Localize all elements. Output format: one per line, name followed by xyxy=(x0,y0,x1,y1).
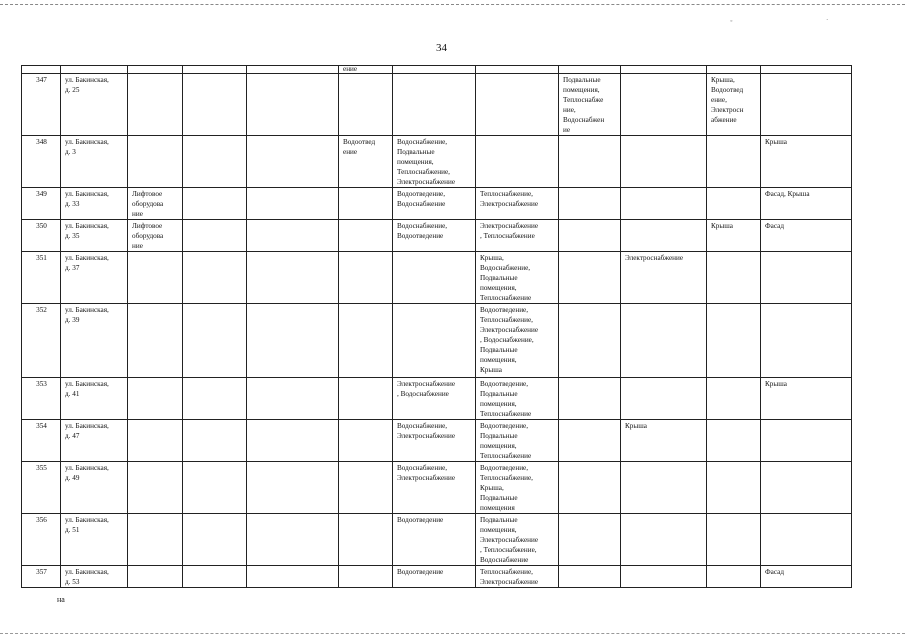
page-number: 34 xyxy=(436,42,447,54)
table-cell: Водоснабжение, Водоотведение xyxy=(393,220,476,252)
table-cell xyxy=(128,66,183,74)
table-cell xyxy=(247,304,339,378)
table-row xyxy=(22,74,852,136)
table-cell xyxy=(559,304,621,378)
table-cell: Подвальные помещения, Электроснабжение , Теплоснабжение, Водоснабжение xyxy=(476,514,559,566)
table-cell xyxy=(621,304,707,378)
table-cell xyxy=(183,462,247,514)
table-cell: Водоотведение xyxy=(393,566,476,588)
table-cell xyxy=(621,220,707,252)
table-cell xyxy=(707,462,761,514)
table-cell: Водоотведение xyxy=(393,514,476,566)
table-cell xyxy=(183,378,247,420)
table-cell xyxy=(339,74,393,136)
table-cell xyxy=(393,304,476,378)
table-row xyxy=(22,304,852,378)
row-number-cell: 355 xyxy=(22,462,61,514)
scan-top-edge xyxy=(0,4,905,5)
table-cell xyxy=(128,462,183,514)
address-cell xyxy=(61,66,128,74)
row-number-cell: 357 xyxy=(22,566,61,588)
table-cell: Электроснабжение , Теплоснабжение xyxy=(476,220,559,252)
table-cell xyxy=(707,66,761,74)
table-cell xyxy=(128,514,183,566)
table-cell xyxy=(247,420,339,462)
table-cell xyxy=(761,514,852,566)
table-cell: Лифтовое оборудова ние xyxy=(128,220,183,252)
table-cell xyxy=(183,74,247,136)
table-cell xyxy=(247,462,339,514)
address-cell: ул. Бакинская, д. 35 xyxy=(61,220,128,252)
scan-speck: · xyxy=(826,16,829,24)
table-cell xyxy=(559,378,621,420)
address-cell: ул. Бакинская, д. 51 xyxy=(61,514,128,566)
table-cell xyxy=(128,378,183,420)
table-cell: Фасад, Крыша xyxy=(761,188,852,220)
table-cell xyxy=(393,74,476,136)
table-cell xyxy=(761,74,852,136)
table-cell xyxy=(247,514,339,566)
table-cell: Крыша xyxy=(761,378,852,420)
table-cell xyxy=(559,220,621,252)
table-cell: Подвальные помещения, Теплоснабже ние, Водоснабжен ие xyxy=(559,74,621,136)
table-cell xyxy=(339,420,393,462)
table-cell: Электроснабжение , Водоснабжение xyxy=(393,378,476,420)
table-row xyxy=(22,462,852,514)
table-cell xyxy=(621,66,707,74)
address-cell: ул. Бакинская, д. 25 xyxy=(61,74,128,136)
table-cell: Крыша xyxy=(707,220,761,252)
address-table xyxy=(21,65,852,588)
table-cell: Водоснабжение, Подвальные помещения, Теплоснабжение, Электроснабжение xyxy=(393,136,476,188)
table-cell xyxy=(128,420,183,462)
address-cell: ул. Бакинская, д. 41 xyxy=(61,378,128,420)
table-cell: Теплоснабжение, Электроснабжение xyxy=(476,566,559,588)
table-cell: Фасад xyxy=(761,566,852,588)
table-cell xyxy=(247,66,339,74)
table-cell: Фасад xyxy=(761,220,852,252)
table-cell: Электроснабжение xyxy=(621,252,707,304)
row-number-cell: 348 xyxy=(22,136,61,188)
table-cell xyxy=(128,566,183,588)
table-body xyxy=(22,66,852,588)
table-cell: Крыша xyxy=(621,420,707,462)
table-cell xyxy=(339,462,393,514)
table-cell xyxy=(339,514,393,566)
address-cell: ул. Бакинская, д. 47 xyxy=(61,420,128,462)
table-cell xyxy=(339,188,393,220)
table-cell xyxy=(559,136,621,188)
table-cell: ение xyxy=(339,66,393,74)
table-cell xyxy=(339,304,393,378)
table-cell xyxy=(183,220,247,252)
table-cell xyxy=(339,378,393,420)
table-cell xyxy=(707,420,761,462)
row-number-cell: 350 xyxy=(22,220,61,252)
table-cell xyxy=(183,304,247,378)
table-cell xyxy=(707,378,761,420)
table-cell xyxy=(128,74,183,136)
table-row xyxy=(22,514,852,566)
table-cell xyxy=(559,252,621,304)
table-cell xyxy=(621,514,707,566)
address-cell: ул. Бакинская, д. 3 xyxy=(61,136,128,188)
table-cell xyxy=(183,66,247,74)
table-cell xyxy=(559,462,621,514)
table-cell xyxy=(621,74,707,136)
table-cell xyxy=(128,252,183,304)
table-cell: Водоотведение, Теплоснабжение, Крыша, Подвальные помещения xyxy=(476,462,559,514)
table-cell: Водоснабжение, Электроснабжение xyxy=(393,420,476,462)
table-cell xyxy=(621,378,707,420)
table-cell xyxy=(707,136,761,188)
table-row xyxy=(22,136,852,188)
table-cell xyxy=(247,188,339,220)
table-cell xyxy=(621,566,707,588)
table-row xyxy=(22,420,852,462)
table-cell xyxy=(761,462,852,514)
table-cell xyxy=(621,136,707,188)
continuation-row xyxy=(22,66,852,74)
table-cell xyxy=(707,514,761,566)
table-cell xyxy=(339,566,393,588)
table-cell: Водоотведение, Подвальные помещения, Теплоснабжение xyxy=(476,420,559,462)
scan-speck: ◦ xyxy=(730,17,733,25)
table-row xyxy=(22,252,852,304)
table-cell: Водоотведение, Водоснабжение xyxy=(393,188,476,220)
table-cell: Водоотвед ение xyxy=(339,136,393,188)
table-cell xyxy=(393,66,476,74)
scan-bottom-edge xyxy=(0,633,905,634)
table-cell xyxy=(183,420,247,462)
address-cell: ул. Бакинская, д. 33 xyxy=(61,188,128,220)
row-number-cell: 354 xyxy=(22,420,61,462)
table-cell: Водоотведение, Подвальные помещения, Теплоснабжение xyxy=(476,378,559,420)
table-cell xyxy=(393,252,476,304)
table-cell xyxy=(339,252,393,304)
table-cell: Водоотведение, Теплоснабжение, Электроснабжение , Водоснабжение, Подвальные помещения, Крыша xyxy=(476,304,559,378)
table-cell xyxy=(621,188,707,220)
table-cell xyxy=(247,252,339,304)
table-cell xyxy=(183,514,247,566)
address-cell: ул. Бакинская, д. 53 xyxy=(61,566,128,588)
table-cell xyxy=(707,566,761,588)
table-cell: Водоснабжение, Электроснабжение xyxy=(393,462,476,514)
table-cell: Крыша, Водоснабжение, Подвальные помещения, Теплоснабжение xyxy=(476,252,559,304)
table-cell xyxy=(761,66,852,74)
row-number-cell: 356 xyxy=(22,514,61,566)
table-cell xyxy=(559,420,621,462)
table-cell: Теплоснабжение, Электроснабжение xyxy=(476,188,559,220)
table-cell xyxy=(247,220,339,252)
table-cell xyxy=(707,252,761,304)
table-cell xyxy=(183,188,247,220)
table-cell xyxy=(476,66,559,74)
table-cell: Лифтовое оборудова ние xyxy=(128,188,183,220)
table-cell xyxy=(128,304,183,378)
table-row xyxy=(22,566,852,588)
table-cell xyxy=(183,136,247,188)
table-cell xyxy=(559,514,621,566)
table-cell xyxy=(761,420,852,462)
row-number-cell: 352 xyxy=(22,304,61,378)
table-row xyxy=(22,378,852,420)
table-cell xyxy=(247,378,339,420)
table-cell xyxy=(476,74,559,136)
row-number-cell xyxy=(22,66,61,74)
table-cell xyxy=(183,252,247,304)
row-number-cell: 351 xyxy=(22,252,61,304)
table-cell xyxy=(707,304,761,378)
table-cell: Крыша, Водоотвед ение, Электросн абжение xyxy=(707,74,761,136)
table-cell xyxy=(128,136,183,188)
table-cell xyxy=(559,566,621,588)
table-row xyxy=(22,220,852,252)
footer-text: на xyxy=(57,595,65,604)
table-cell xyxy=(621,462,707,514)
address-cell: ул. Бакинская, д. 39 xyxy=(61,304,128,378)
table-cell xyxy=(559,66,621,74)
table-cell: Крыша xyxy=(761,136,852,188)
table-cell xyxy=(707,188,761,220)
address-cell: ул. Бакинская, д. 49 xyxy=(61,462,128,514)
row-number-cell: 353 xyxy=(22,378,61,420)
row-number-cell: 349 xyxy=(22,188,61,220)
table-cell xyxy=(559,188,621,220)
table-cell xyxy=(247,566,339,588)
table-row xyxy=(22,188,852,220)
table-cell xyxy=(247,74,339,136)
row-number-cell: 347 xyxy=(22,74,61,136)
table-cell xyxy=(247,136,339,188)
table-cell xyxy=(183,566,247,588)
table-cell xyxy=(761,252,852,304)
address-cell: ул. Бакинская, д. 37 xyxy=(61,252,128,304)
table-cell xyxy=(761,304,852,378)
table-cell xyxy=(339,220,393,252)
table-cell xyxy=(476,136,559,188)
